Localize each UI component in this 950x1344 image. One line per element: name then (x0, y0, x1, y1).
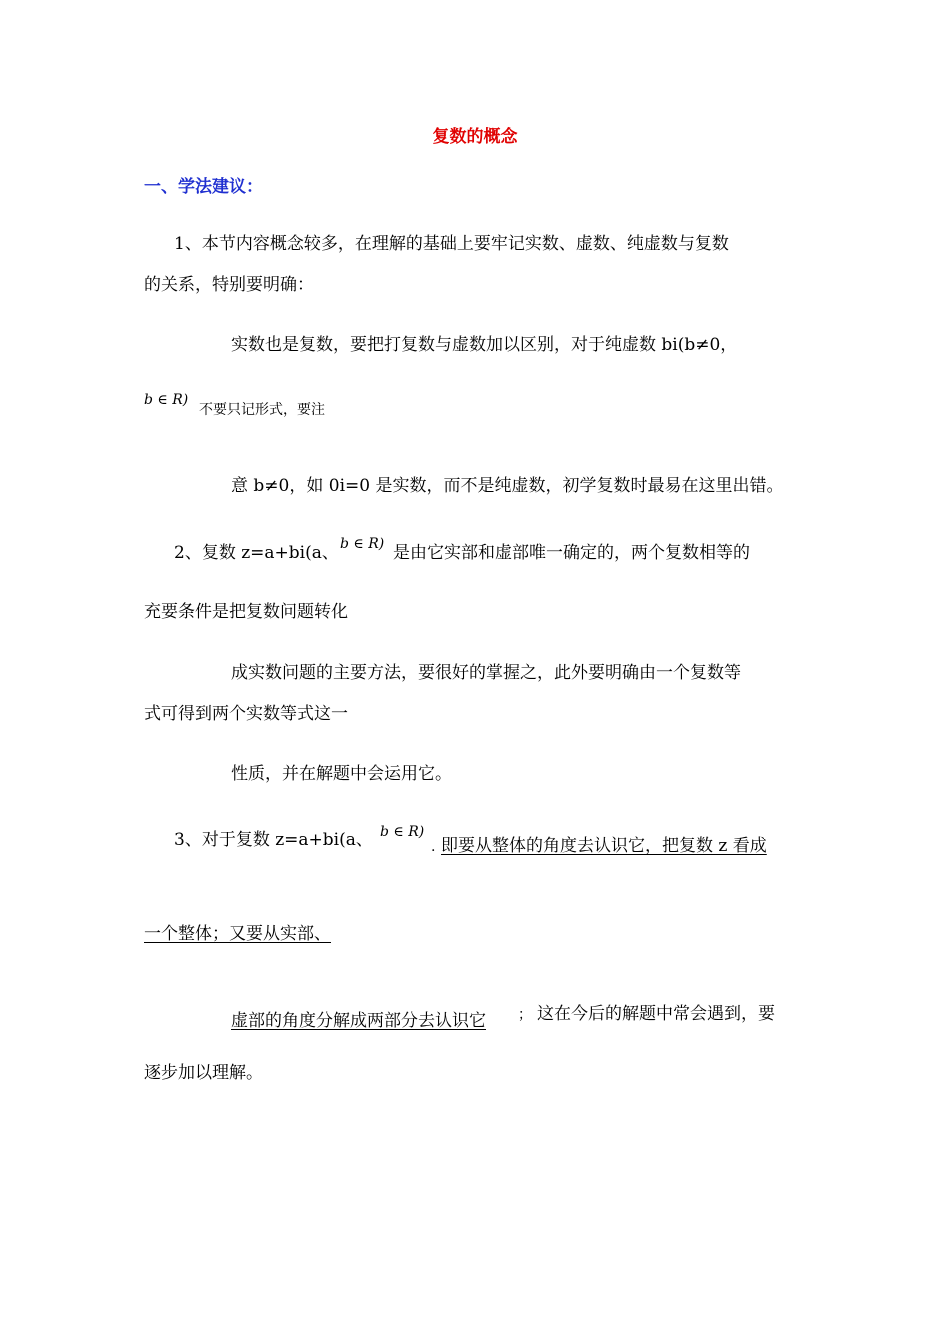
section-heading: 一、学法建议： (144, 177, 263, 197)
math-formula-b-in-r: b ∈ R) (144, 392, 189, 408)
paragraph-2-line-5: 性质，并在解题中会运用它。 (231, 764, 452, 784)
document-title: 复数的概念 (432, 127, 518, 147)
paragraph-3-line-4: 逐步加以理解。 (144, 1063, 263, 1083)
paragraph-2-line-2: 充要条件是把复数问题转化 (144, 602, 348, 622)
math-formula-b-in-r: b ∈ R) (340, 536, 385, 552)
paragraph-3-dot: . (431, 839, 436, 855)
paragraph-2-line-4: 式可得到两个实数等式这一 (144, 704, 348, 724)
paragraph-3-line-3-tail: 这在今后的解题中常会遇到，要 (537, 1004, 775, 1024)
paragraph-3-prefix: 3、对于复数 z=a+bi(a、 (174, 830, 373, 850)
paragraph-3-line-2: 一个整体；又要从实部、 (144, 924, 331, 944)
paragraph-2-line-3: 成实数问题的主要方法，要很好的掌握之，此外要明确由一个复数等 (231, 663, 741, 683)
paragraph-1-line-5: 意 b≠0，如 0i=0 是实数，而不是纯虚数，初学复数时最易在这里出错。 (231, 476, 784, 496)
paragraph-3-underlined-text: 即要从整体的角度去认识它，把复数 z 看成 (441, 836, 767, 856)
paragraph-1-line-1: 1、本节内容概念较多，在理解的基础上要牢记实数、虚数、纯虚数与复数 (174, 234, 729, 254)
paragraph-1-line-3: 实数也是复数，要把打复数与虚数加以区别，对于纯虚数 bi(b≠0， (231, 335, 738, 355)
paragraph-1-line-2: 的关系，特别要明确： (144, 275, 314, 295)
paragraph-3-semicolon: ； (518, 1007, 532, 1023)
paragraph-2-prefix: 2、复数 z=a+bi(a、 (174, 543, 339, 563)
paragraph-1-line-4: 不要只记形式，要注 (199, 402, 325, 418)
paragraph-3-line-3-underlined: 虚部的角度分解成两部分去认识它 (231, 1011, 486, 1031)
math-formula-b-in-r: b ∈ R) (380, 824, 425, 840)
paragraph-2-suffix: 是由它实部和虚部唯一确定的，两个复数相等的 (393, 543, 750, 563)
